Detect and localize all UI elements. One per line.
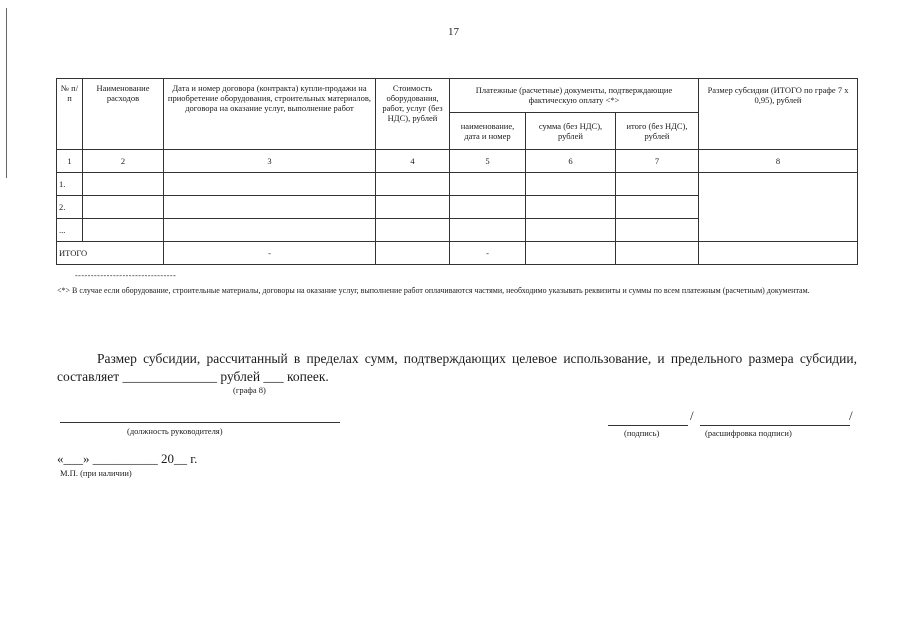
total-payment-name-dash: - [450, 242, 526, 265]
table-cell[interactable] [526, 196, 616, 219]
header-payment-group: Платежные (расчетные) документы, подтверждающие фактическую оплату <*> [450, 79, 699, 113]
date-line: «___» __________ 20__ г. [57, 451, 198, 466]
column-number: 2 [83, 150, 164, 173]
table-cell[interactable] [450, 219, 526, 242]
table-cell[interactable] [164, 196, 376, 219]
total-label: ИТОГО [57, 242, 164, 265]
position-line[interactable] [60, 422, 340, 423]
expense-table [56, 78, 858, 265]
decode-caption: (расшифровка подписи) [705, 428, 792, 438]
header-cost: Стоимость оборудования, работ, услуг (без НДС), рублей [376, 79, 450, 150]
table-cell[interactable] [450, 196, 526, 219]
signature-line[interactable] [608, 425, 688, 426]
table-cell[interactable] [83, 219, 164, 242]
table-cell[interactable] [376, 173, 450, 196]
header-name: Наименование расходов [83, 79, 164, 150]
column-number: 5 [450, 150, 526, 173]
header-subsidy: Размер субсидии (ИТОГО по графе 7 x 0,95), рублей [699, 79, 858, 150]
table-cell[interactable] [164, 219, 376, 242]
table-row [57, 173, 858, 196]
column-number: 6 [526, 150, 616, 173]
table-cell[interactable] [526, 219, 616, 242]
table-cell[interactable] [376, 196, 450, 219]
table-cell[interactable] [83, 173, 164, 196]
row-number: 2. [57, 196, 83, 219]
footnote-text: <*> В случае если оборудование, строительные материалы, договоры на оказание услуг, выполнение работ оплачиваются частями, необходимо указывать реквизиты и суммы по всем платежным (расчетным) документам. [57, 286, 810, 295]
position-caption: (должность руководителя) [127, 426, 223, 436]
header-payment-name: наименование, дата и номер [450, 113, 526, 150]
table-cell[interactable] [699, 242, 858, 265]
signature-slash: / [690, 408, 694, 423]
stamp-note: М.П. (при наличии) [60, 468, 132, 478]
table-cell[interactable] [376, 242, 450, 265]
header-payment-sum: сумма (без НДС), рублей [526, 113, 616, 150]
subsidy-statement: Размер субсидии, рассчитанный в пределах сумм, подтверждающих целевое использование, и предельного размера субсидии, составляет ______________ рублей ___ копеек. [57, 351, 857, 384]
row-number: 1. [57, 173, 83, 196]
table-cell[interactable] [164, 173, 376, 196]
table-cell[interactable] [526, 173, 616, 196]
table-cell[interactable] [83, 196, 164, 219]
decode-line[interactable] [700, 425, 850, 426]
header-num: № п/п [57, 79, 83, 150]
table-cell[interactable] [616, 196, 699, 219]
total-row [57, 242, 858, 265]
row-number: ... [57, 219, 83, 242]
footnote-separator: -------------------------------- [75, 271, 177, 280]
table-cell[interactable] [616, 173, 699, 196]
decode-slash: / [849, 408, 853, 423]
table-cell[interactable] [376, 219, 450, 242]
table-cell[interactable] [450, 173, 526, 196]
column-number-row [57, 150, 858, 173]
table-cell[interactable] [616, 219, 699, 242]
page-left-edge [6, 8, 7, 178]
column-number: 1 [57, 150, 83, 173]
total-contract-dash: - [164, 242, 376, 265]
column-number: 4 [376, 150, 450, 173]
table-header-row [57, 79, 858, 113]
header-payment-total: итого (без НДС), рублей [616, 113, 699, 150]
graf-8-note: (графа 8) [233, 385, 266, 395]
header-contract: Дата и номер договора (контракта) купли-продажи на приобретение оборудования, строительных материалов, договора на оказание услуг, выполнение работ [164, 79, 376, 150]
subsidy-merged-cell[interactable] [699, 173, 858, 242]
table-cell[interactable] [616, 242, 699, 265]
column-number: 3 [164, 150, 376, 173]
signature-caption: (подпись) [624, 428, 660, 438]
page-number: 17 [448, 26, 459, 38]
table-cell[interactable] [526, 242, 616, 265]
column-number: 8 [699, 150, 858, 173]
column-number: 7 [616, 150, 699, 173]
